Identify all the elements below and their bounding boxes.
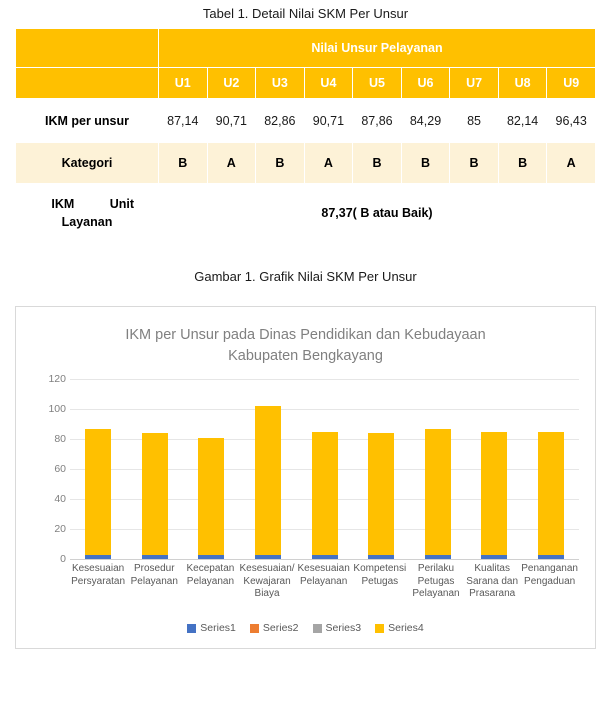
legend-label: Series1: [200, 622, 236, 634]
y-axis-tick: 0: [60, 553, 66, 565]
chart-bars: [70, 379, 579, 559]
legend-swatch-icon: [250, 624, 259, 633]
x-axis-label: Prosedur Pelayanan: [130, 563, 178, 587]
chart-grid: [70, 379, 579, 559]
chart-container: [15, 306, 596, 649]
chart-legend: [16, 622, 595, 634]
y-axis-tick: 20: [54, 523, 66, 535]
unit-header-u6: U6: [401, 68, 450, 99]
unit-header-u7: U7: [450, 68, 499, 99]
table-row-ikm-per-unsur: [16, 99, 596, 143]
chart-bar-series1: [538, 555, 564, 560]
table-cell: A: [304, 143, 353, 184]
unit-header-u8: U8: [498, 68, 547, 99]
chart-title-line2: Kabupaten Bengkayang: [228, 348, 383, 365]
summary-label-layanan: Layanan: [61, 215, 113, 229]
table-cell: B: [256, 143, 305, 184]
table-row-group-header: [16, 29, 596, 68]
chart-bar-group: [353, 379, 410, 559]
chart-bar-series1: [481, 555, 507, 560]
skm-table: [15, 28, 596, 243]
chart-bar-series4: [481, 432, 507, 555]
x-axis-label: Penanganan Pengaduan: [521, 563, 578, 587]
legend-swatch-icon: [187, 624, 196, 633]
x-axis-label: Kesesuaian/ Kewajaran Biaya: [239, 563, 295, 599]
y-axis-tick: 80: [54, 433, 66, 445]
chart-title: [16, 307, 595, 367]
table-row-kategori: [16, 143, 596, 184]
table-cell: 90,71: [207, 99, 256, 143]
chart-bar-group: [409, 379, 466, 559]
table-cell: B: [353, 143, 402, 184]
chart-bar-group: [523, 379, 580, 559]
chart-bar-series4: [198, 438, 224, 555]
legend-swatch-icon: [375, 624, 384, 633]
chart-bar-series4: [425, 429, 451, 555]
legend-label: Series4: [388, 622, 424, 634]
chart-bar-series1: [198, 555, 224, 560]
x-axis-label: Kesesuaian Persyaratan: [71, 563, 126, 587]
y-axis-tick: 120: [48, 373, 66, 385]
table-cell: 84,29: [401, 99, 450, 143]
table-cell: B: [159, 143, 208, 184]
unit-header-u5: U5: [353, 68, 402, 99]
chart-bar-group: [127, 379, 184, 559]
y-axis-tick: 100: [48, 403, 66, 415]
x-axis-labels: [70, 563, 579, 601]
unit-header-blank: [16, 68, 159, 99]
summary-label-ikm: IKM: [51, 196, 75, 211]
chart-bar-group: [296, 379, 353, 559]
gridline: [70, 559, 579, 560]
y-axis: [30, 373, 66, 565]
y-axis-tick: 40: [54, 493, 66, 505]
x-axis-label: Kecepatan Pelayanan: [186, 563, 235, 587]
row-label-kategori: Kategori: [16, 143, 159, 184]
legend-item[interactable]: [313, 622, 362, 634]
table-cell: 87,14: [159, 99, 208, 143]
x-axis-label: Kompetensi Petugas: [353, 563, 407, 587]
legend-item[interactable]: [375, 622, 424, 634]
chart-bar-series4: [368, 433, 394, 555]
table-cell: 82,86: [256, 99, 305, 143]
table-cell: A: [207, 143, 256, 184]
unit-header-u4: U4: [304, 68, 353, 99]
chart-bar-series4: [312, 432, 338, 555]
chart-bar-series4: [142, 433, 168, 555]
chart-bar-series4: [255, 406, 281, 555]
unit-header-u3: U3: [256, 68, 305, 99]
chart-bar-series1: [255, 555, 281, 560]
legend-label: Series2: [262, 622, 299, 634]
legend-label: Series3: [325, 622, 362, 634]
summary-label-unit: Unit: [109, 196, 134, 211]
table-cell: B: [498, 143, 547, 184]
table-cell: B: [450, 143, 499, 184]
chart-bar-group: [183, 379, 240, 559]
unit-header-u2: U2: [207, 68, 256, 99]
table-cell: 90,71: [304, 99, 353, 143]
unit-header-u9: U9: [547, 68, 596, 99]
x-axis-label: Perilaku Petugas Pelayanan: [412, 563, 460, 599]
table-cell: 85: [450, 99, 499, 143]
table-cell: B: [401, 143, 450, 184]
chart-bar-series1: [85, 555, 111, 560]
chart-bar-series1: [368, 555, 394, 560]
chart-bar-group: [70, 379, 127, 559]
row-label-ikm-per-unsur: IKM per unsur: [16, 99, 159, 143]
x-axis-label: Kesesuaian Pelayanan: [297, 563, 350, 587]
summary-value: 87,37( B atau Baik): [159, 184, 596, 243]
x-axis-label: Kualitas Sarana dan Prasarana: [466, 563, 519, 599]
table-row-unit-headers: [16, 68, 596, 99]
legend-swatch-icon: [313, 624, 322, 633]
table-row-summary: [16, 184, 596, 243]
unit-header-u1: U1: [159, 68, 208, 99]
legend-item[interactable]: [250, 622, 299, 634]
chart-bar-series1: [142, 555, 168, 560]
table-cell: 87,86: [353, 99, 402, 143]
table-cell: 82,14: [498, 99, 547, 143]
table-cell: 96,43: [547, 99, 596, 143]
chart-bar-series1: [425, 555, 451, 560]
chart-bar-series1: [312, 555, 338, 560]
y-axis-tick: 60: [54, 463, 66, 475]
chart-bar-group: [466, 379, 523, 559]
table-cell: A: [547, 143, 596, 184]
chart-bar-series4: [538, 432, 564, 555]
chart-plot-area: [16, 373, 595, 599]
chart-title-line1: IKM per Unsur pada Dinas Pendidikan dan Kebudayaan: [125, 327, 486, 343]
summary-label-line1-2: [16, 195, 134, 213]
chart-bar-group: [240, 379, 297, 559]
table-corner-blank: [16, 29, 159, 68]
group-header-cell: Nilai Unsur Pelayanan: [159, 29, 596, 68]
figure-caption: Gambar 1. Grafik Nilai SKM Per Unsur: [194, 269, 417, 284]
table-caption: Tabel 1. Detail Nilai SKM Per Unsur: [202, 6, 409, 21]
chart-bar-series4: [85, 429, 111, 555]
legend-item[interactable]: [187, 622, 236, 634]
row-label-ikm-unit-layanan: [16, 184, 159, 243]
